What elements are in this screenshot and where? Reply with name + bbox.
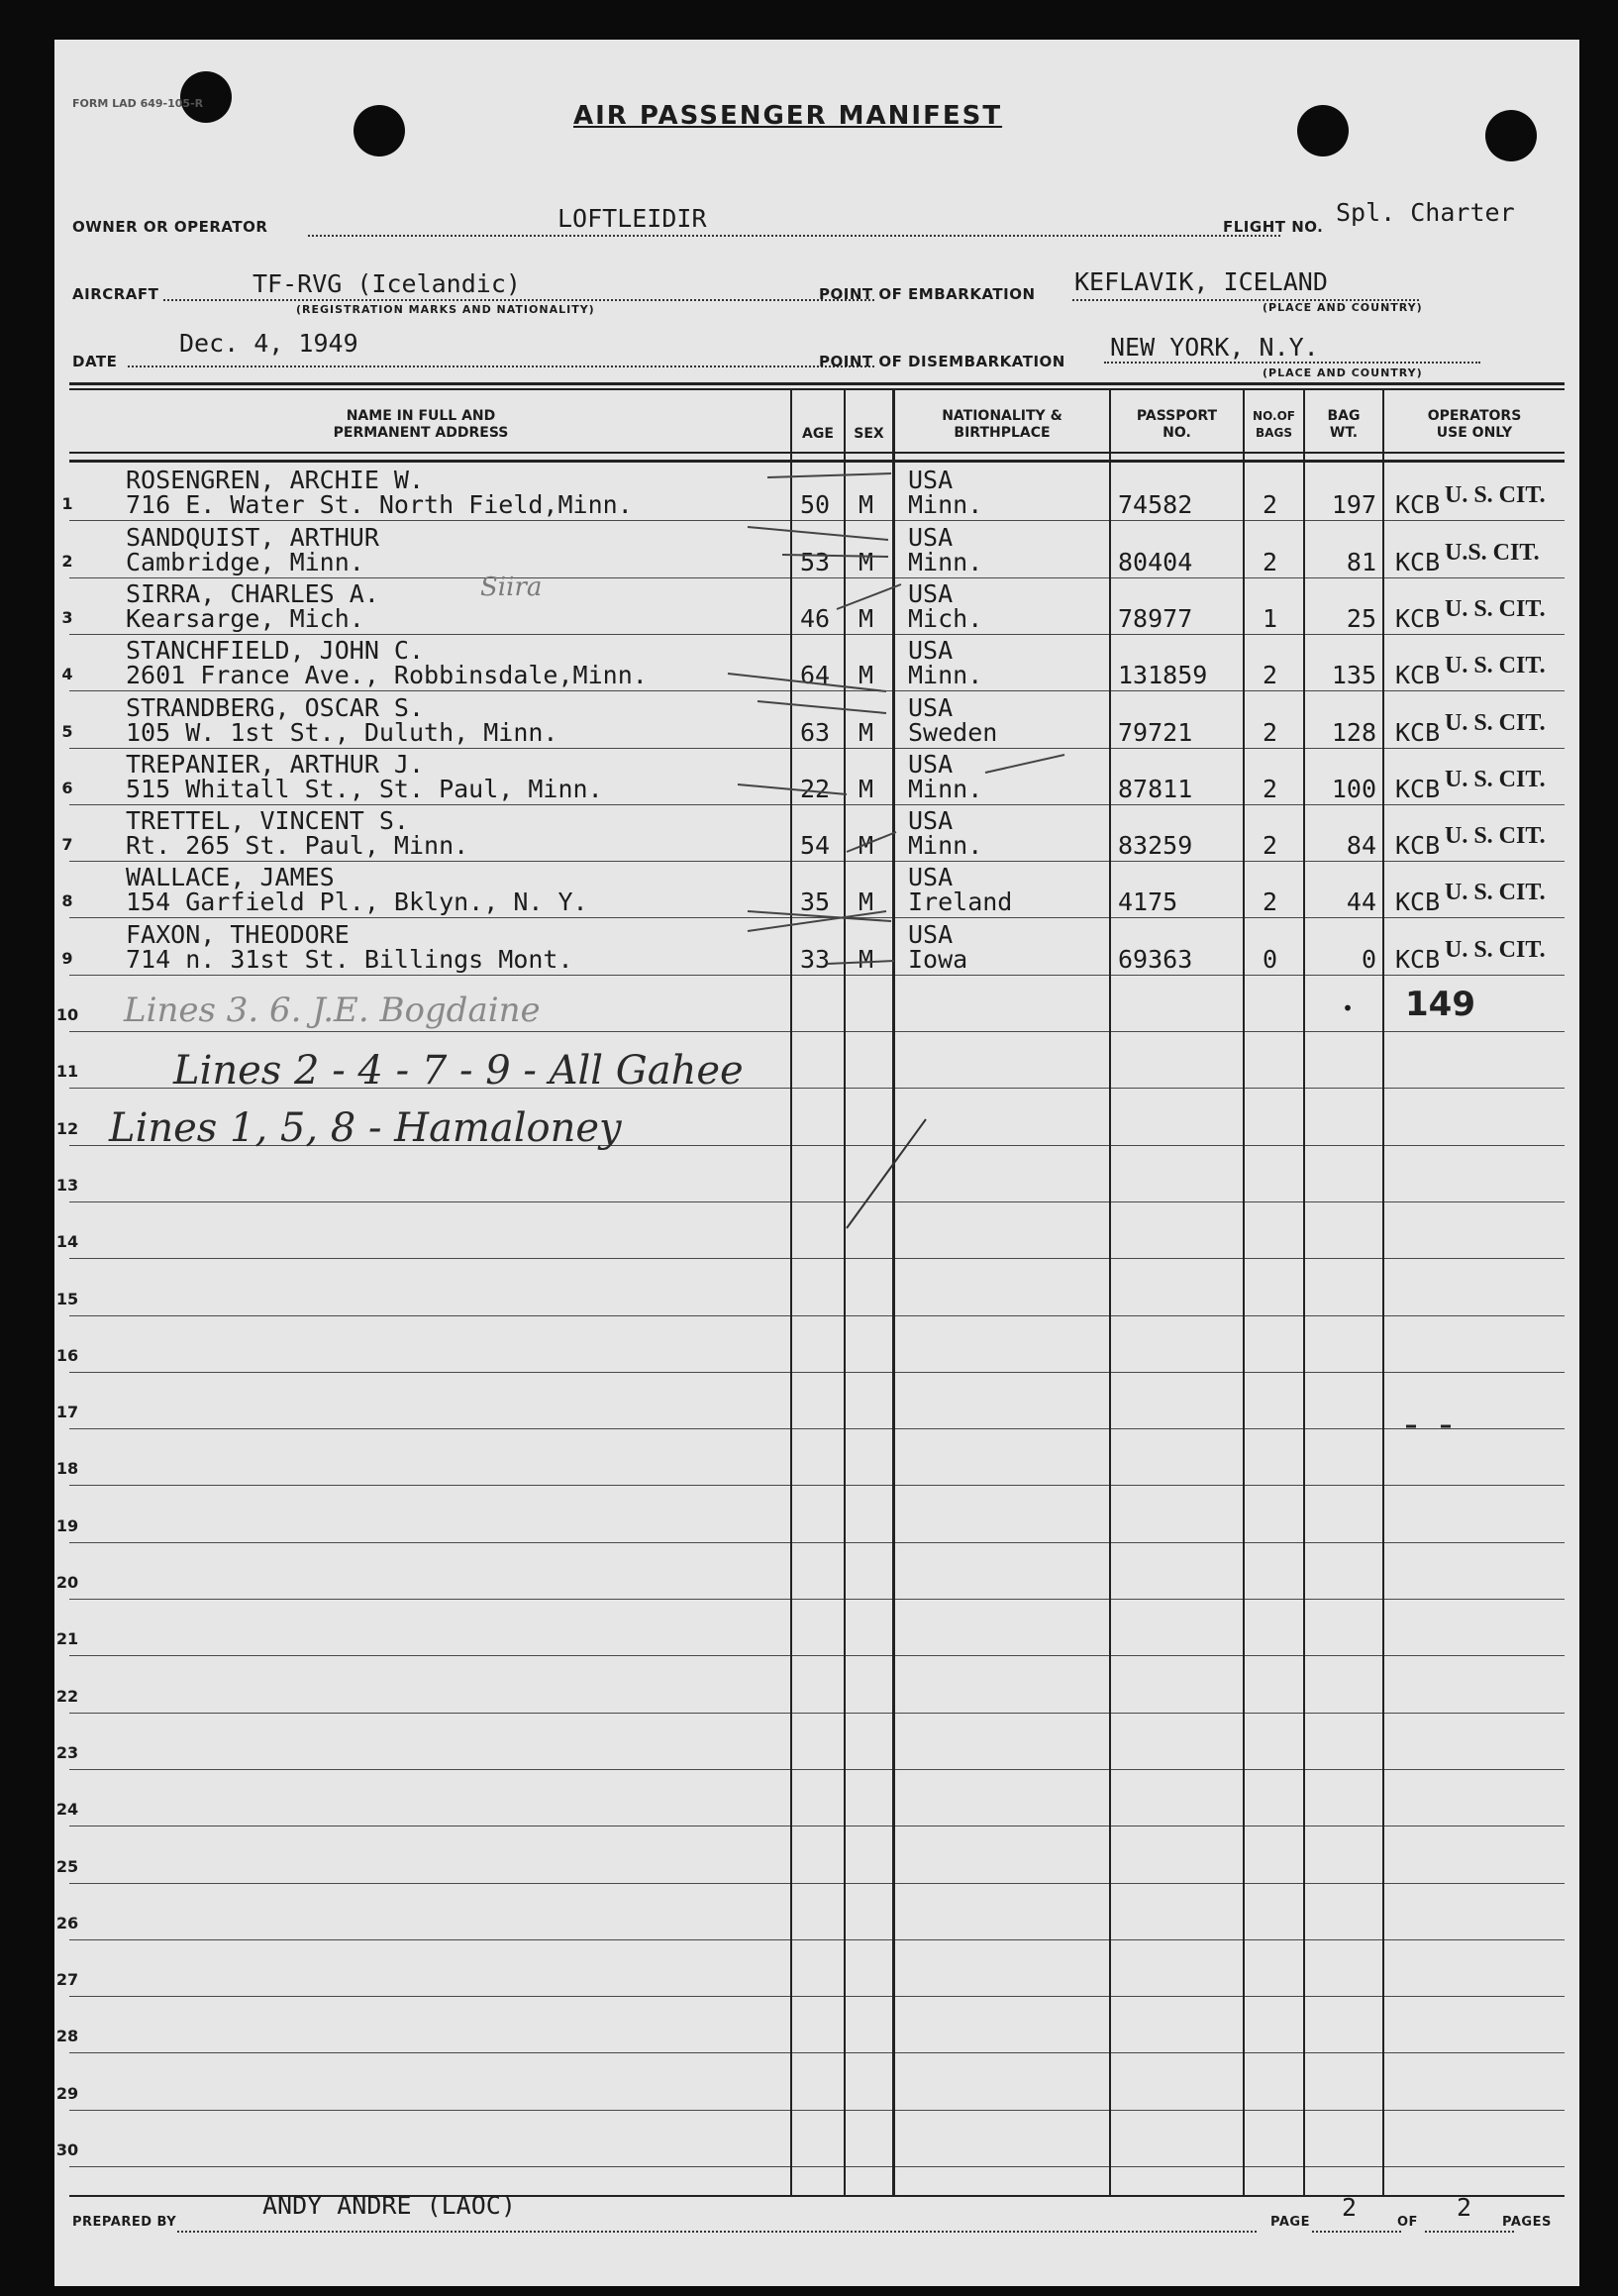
passenger-bags: 0 [1263, 944, 1278, 974]
passenger-passport: 80404 [1118, 547, 1193, 576]
row-number: 23 [55, 1742, 79, 1762]
page-label: PAGE [1270, 2215, 1310, 2230]
row-number: 8 [61, 891, 73, 911]
prepared-by-label: PREPARED BY [72, 2215, 177, 2230]
passenger-sex: M [859, 490, 874, 520]
operator-code: KCB [1395, 831, 1441, 861]
passenger-bag-weight: 197 [1331, 490, 1376, 520]
passenger-birthplace: Minn. [908, 831, 983, 861]
passenger-sex: M [859, 717, 874, 747]
page-value: 2 [1342, 2193, 1358, 2222]
passenger-age: 35 [800, 887, 831, 917]
header-age: AGE [802, 426, 834, 442]
operator-code: KCB [1395, 603, 1441, 633]
disembarkation-sublabel: (PLACE AND COUNTRY) [1263, 366, 1423, 379]
row-number: 20 [55, 1573, 79, 1592]
passenger-age: 53 [800, 547, 831, 576]
passenger-age: 46 [800, 603, 831, 633]
header-bagwt: BAG WT. [1327, 408, 1361, 441]
operator-code: KCB [1395, 490, 1441, 520]
row-number: 18 [55, 1459, 79, 1479]
row-number: 19 [55, 1515, 79, 1535]
passenger-age: 63 [800, 717, 831, 747]
owner-value: LOFTLEIDIR [557, 204, 707, 233]
passenger-birthplace: Sweden [908, 717, 998, 747]
passenger-name: STRANDBERG, OSCAR S. [126, 692, 425, 722]
passenger-nationality: USA [908, 578, 954, 608]
passenger-bags: 2 [1263, 547, 1278, 576]
of-label: OF [1397, 2215, 1418, 2230]
passenger-sex: M [859, 831, 874, 861]
row-number: 27 [55, 1970, 79, 1990]
passenger-address: 515 Whitall St., St. Paul, Minn. [126, 774, 603, 803]
operator-code: KCB [1395, 944, 1441, 974]
passenger-nationality: USA [908, 692, 954, 722]
passenger-bags: 1 [1263, 603, 1278, 633]
passenger-bags: 2 [1263, 490, 1278, 520]
owner-label: OWNER OR OPERATOR [72, 218, 268, 236]
passenger-sex: M [859, 547, 874, 576]
passenger-bag-weight: 100 [1331, 774, 1376, 803]
passenger-birthplace: Minn. [908, 490, 983, 520]
passenger-name: ROSENGREN, ARCHIE W. [126, 466, 425, 495]
operator-code: KCB [1395, 887, 1441, 917]
passenger-age: 22 [800, 774, 831, 803]
check-mark: • [1342, 996, 1355, 1020]
passenger-passport: 79721 [1118, 717, 1193, 747]
passenger-age: 50 [800, 490, 831, 520]
passenger-bag-weight: 25 [1346, 603, 1376, 633]
row-number: 10 [55, 1005, 79, 1024]
handwritten-line12: Lines 1, 5, 8 - Hamaloney [109, 1105, 622, 1151]
embarkation-label: POINT OF EMBARKATION [819, 285, 1036, 303]
passenger-bags: 2 [1263, 887, 1278, 917]
passenger-address: 714 n. 31st St. Billings Mont. [126, 944, 573, 974]
flight-value: Spl. Charter [1336, 198, 1515, 227]
disembarkation-label: POINT OF DISEMBARKATION [819, 353, 1065, 370]
passenger-name: TRETTEL, VINCENT S. [126, 806, 409, 836]
passenger-address: 105 W. 1st St., Duluth, Minn. [126, 717, 558, 747]
passenger-name: STANCHFIELD, JOHN C. [126, 636, 425, 666]
of-value: 2 [1457, 2193, 1472, 2222]
passenger-address: Kearsarge, Mich. [126, 603, 364, 633]
us-citizen-stamp: U. S. CIT. [1445, 880, 1546, 906]
passenger-name: WALLACE, JAMES [126, 863, 335, 892]
passenger-bag-weight: 84 [1346, 831, 1376, 861]
manifest-paper [54, 40, 1579, 2286]
passenger-address: Rt. 265 St. Paul, Minn. [126, 831, 469, 861]
row-number: 15 [55, 1289, 79, 1308]
passenger-passport: 4175 [1118, 887, 1178, 917]
passenger-birthplace: Minn. [908, 774, 983, 803]
row-number: 2 [61, 551, 73, 571]
passenger-nationality: USA [908, 522, 954, 552]
passenger-passport: 131859 [1118, 661, 1208, 690]
passenger-address: 2601 France Ave., Robbinsdale,Minn. [126, 661, 648, 690]
row-number: 21 [55, 1629, 79, 1649]
row-number: 3 [61, 607, 73, 627]
row-number: 1 [61, 494, 73, 514]
passenger-age: 64 [800, 661, 831, 690]
passenger-passport: 74582 [1118, 490, 1193, 520]
aircraft-label: AIRCRAFT [72, 285, 159, 303]
passenger-sex: M [859, 603, 874, 633]
row-number: 5 [61, 721, 73, 741]
row-number: 28 [55, 2027, 79, 2046]
header-name: NAME IN FULL AND PERMANENT ADDRESS [333, 408, 509, 441]
prepared-by-value: ANDY ANDRE (LAOC) [262, 2191, 516, 2220]
aircraft-value: TF-RVG (Icelandic) [253, 269, 521, 298]
header-bags: NO.OF BAGS [1253, 409, 1295, 440]
passenger-nationality: USA [908, 636, 954, 666]
passenger-name: FAXON, THEODORE [126, 919, 350, 949]
passenger-birthplace: Ireland [908, 887, 1013, 917]
passenger-nationality: USA [908, 806, 954, 836]
row-number: 13 [55, 1175, 79, 1195]
passenger-nationality: USA [908, 919, 954, 949]
passenger-bags: 2 [1263, 661, 1278, 690]
passenger-address: Cambridge, Minn. [126, 547, 364, 576]
handwritten-sirra-correction: Siira [480, 573, 543, 602]
us-citizen-stamp: U.S. CIT. [1445, 539, 1540, 566]
us-citizen-stamp: U. S. CIT. [1445, 482, 1546, 509]
passenger-birthplace: Mich. [908, 603, 983, 633]
passenger-address: 716 E. Water St. North Field,Minn. [126, 490, 633, 520]
row-number: 9 [61, 948, 73, 968]
row-number: 30 [55, 2140, 79, 2159]
header-passport: PASSPORT NO. [1136, 408, 1218, 441]
embarkation-sublabel: (PLACE AND COUNTRY) [1263, 301, 1423, 314]
total-bag-weight: 149 [1405, 985, 1475, 1024]
us-citizen-stamp: U. S. CIT. [1445, 709, 1546, 736]
passenger-age: 33 [800, 944, 831, 974]
row-number: 29 [55, 2083, 79, 2103]
us-citizen-stamp: U. S. CIT. [1445, 823, 1546, 850]
passenger-bag-weight: 44 [1346, 887, 1376, 917]
passenger-sex: M [859, 887, 874, 917]
operator-code: KCB [1395, 661, 1441, 690]
passenger-passport: 83259 [1118, 831, 1193, 861]
pages-label: PAGES [1502, 2215, 1552, 2230]
passenger-sex: M [859, 661, 874, 690]
header-operators: OPERATORS USE ONLY [1427, 408, 1522, 441]
row-number: 26 [55, 1913, 79, 1932]
passenger-birthplace: Minn. [908, 661, 983, 690]
date-label: DATE [72, 353, 118, 370]
passenger-nationality: USA [908, 466, 954, 495]
us-citizen-stamp: U. S. CIT. [1445, 595, 1546, 622]
passenger-name: TREPANIER, ARTHUR J. [126, 749, 425, 779]
us-citizen-stamp: U. S. CIT. [1445, 653, 1546, 679]
row-number: 4 [61, 665, 73, 684]
operator-code: KCB [1395, 717, 1441, 747]
passenger-passport: 87811 [1118, 774, 1193, 803]
row-number: 6 [61, 778, 73, 797]
passenger-bag-weight: 128 [1331, 717, 1376, 747]
flight-label: FLIGHT NO. [1223, 218, 1324, 236]
disembarkation-value: NEW YORK, N.Y. [1110, 333, 1319, 362]
header-sex: SEX [854, 426, 884, 442]
passenger-sex: M [859, 944, 874, 974]
handwritten-line10: Lines 3. 6. J.E. Bogdaine [124, 991, 541, 1030]
row-number: 24 [55, 1800, 79, 1820]
handwritten-line11: Lines 2 - 4 - 7 - 9 - All Gahee [173, 1048, 744, 1094]
form-number: FORM LAD 649-105-R [72, 97, 204, 110]
aircraft-sublabel: (REGISTRATION MARKS AND NATIONALITY) [296, 303, 595, 316]
embarkation-value: KEFLAVIK, ICELAND [1074, 267, 1328, 296]
row-number: 25 [55, 1856, 79, 1876]
page-title: AIR PASSENGER MANIFEST [573, 101, 1003, 131]
row-number: 7 [61, 835, 73, 855]
passenger-age: 54 [800, 831, 831, 861]
date-value: Dec. 4, 1949 [179, 329, 358, 358]
us-citizen-stamp: U. S. CIT. [1445, 936, 1546, 963]
row-number: 17 [55, 1403, 79, 1422]
passenger-bags: 2 [1263, 831, 1278, 861]
passenger-name: SIRRA, CHARLES A. [126, 578, 379, 608]
passenger-name: SANDQUIST, ARTHUR [126, 522, 379, 552]
us-citizen-stamp: U. S. CIT. [1445, 766, 1546, 792]
passenger-bags: 2 [1263, 717, 1278, 747]
passenger-birthplace: Minn. [908, 547, 983, 576]
operator-code: KCB [1395, 547, 1441, 576]
row-number: 22 [55, 1686, 79, 1706]
passenger-bags: 2 [1263, 774, 1278, 803]
passenger-bag-weight: 135 [1331, 661, 1376, 690]
passenger-address: 154 Garfield Pl., Bklyn., N. Y. [126, 887, 588, 917]
passenger-birthplace: Iowa [908, 944, 968, 974]
row-number: 12 [55, 1118, 79, 1138]
row-number: 14 [55, 1232, 79, 1252]
passenger-bag-weight: 0 [1361, 944, 1376, 974]
passenger-sex: M [859, 774, 874, 803]
handwritten-strokes [54, 40, 1579, 2286]
passenger-nationality: USA [908, 749, 954, 779]
row-number: 11 [55, 1062, 79, 1082]
operator-code: KCB [1395, 774, 1441, 803]
row-number: 16 [55, 1345, 79, 1365]
passenger-nationality: USA [908, 863, 954, 892]
passenger-passport: 69363 [1118, 944, 1193, 974]
header-nationality: NATIONALITY & BIRTHPLACE [942, 408, 1062, 441]
passenger-bag-weight: 81 [1346, 547, 1376, 576]
passenger-passport: 78977 [1118, 603, 1193, 633]
